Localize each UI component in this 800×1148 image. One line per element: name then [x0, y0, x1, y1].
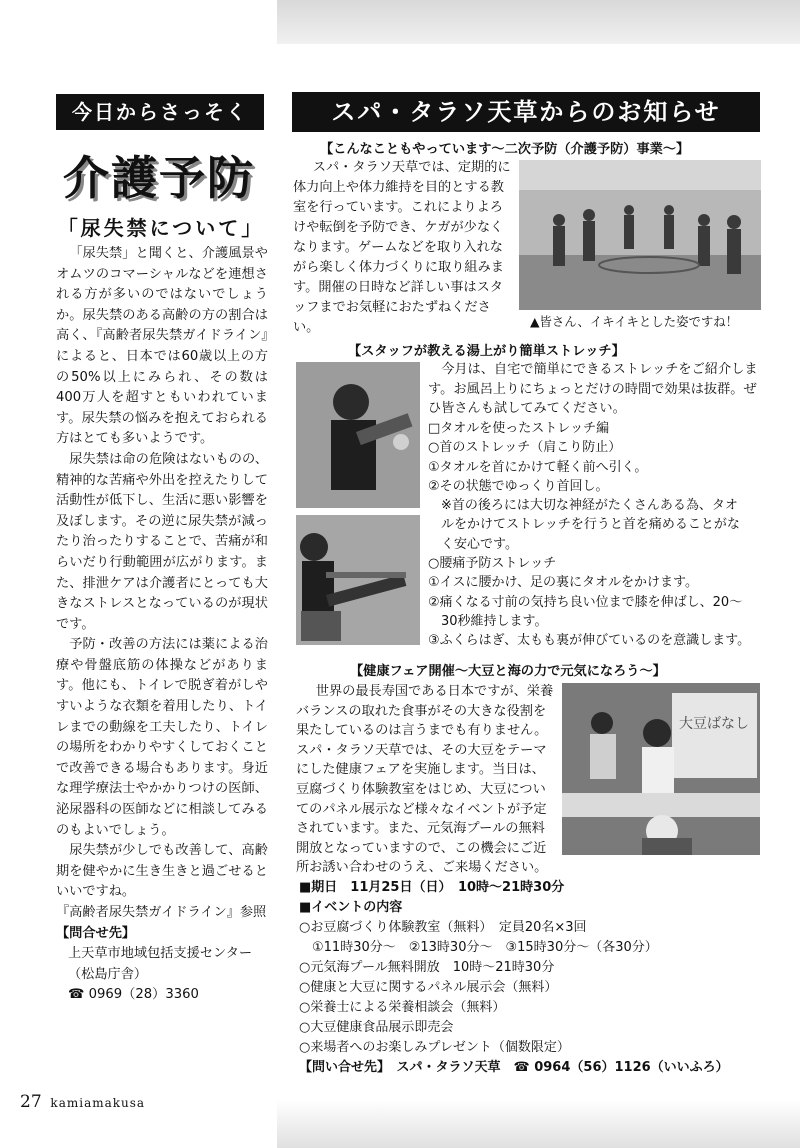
paragraph: 尿失禁が少しでも改善して、高齢期を健やかに生き生きと過ごせるといいですね。 [56, 843, 268, 900]
section-body: スパ・タラソ天草では、定期的に体力向上や体力維持を目的とする教室を行っています。これによりよろけや転倒を予防でき、ケガが少なくなります。ゲームなどを取り入れながら楽しく体力づくりに取り組みます。開催の日時など詳しい事はスタッフまでお気軽におたずねください。 [293, 160, 511, 335]
list-item: □タオルを使ったストレッチ編 [428, 421, 610, 436]
article-body [56, 244, 268, 1006]
section-body: 世界の最長寿国である日本ですが、栄養バランスの取れた食事がその大きな役割を果たしているのは言うまでも有りません。スパ・タラソ天草では、その大豆をテーマにした健康フェアを実施します。当日は、豆腐づくり体験教室をはじめ、大豆についてのパネル展示など様々なイベントが予定されています。また、元気海プールの無料開放となっていますので、この機会にご近所お誘い合わせのうえ、ご来場ください。 [296, 684, 554, 876]
stretch-intro: 今月は、自宅で簡単にできるストレッチをご紹介します。お風呂上りにちょっとだけの時間で効果は抜群。ぜひ皆さんも試してみてください。 [428, 362, 758, 417]
event-details [299, 878, 729, 1078]
stretch-photo-neck [296, 362, 420, 508]
list-item: ②痛くなる寸前の気持ち良い位まで膝を伸ばし、20～ [428, 594, 743, 610]
page-title: 介護予防 [63, 151, 255, 205]
photo-caption: ▲皆さん、イキイキとした姿ですね！ [530, 314, 739, 329]
list-item: ○首のストレッチ（肩こり防止） [428, 440, 622, 456]
stretch-instructions [428, 419, 750, 651]
section-title: 【スタッフが教える湯上がり簡単ストレッチ】 [348, 344, 625, 359]
reference: 『高齢者尿失禁ガイドライン』参照 [56, 905, 267, 920]
page-footer [20, 1092, 145, 1112]
section-title: 【健康フェア開催～大豆と海の力で元気になろう～】 [350, 664, 666, 679]
contact-label: 【問合せ先】 [56, 925, 136, 941]
section-title: 【こんなこともやっています～二次予防（介護予防）事業～】 [320, 142, 690, 157]
contact-phone: ☎ 0969（28）3360 [68, 987, 199, 1003]
right-section-header: スパ・タラソ天草からのお知らせ [292, 92, 760, 132]
list-item: ○元気海プール無料開放 10時～21時30分 [299, 960, 555, 975]
exercise-class-photo [519, 160, 761, 310]
list-item: く安心です。 [428, 536, 518, 552]
list-item: ルをかけてストレッチを行うと首を痛めることがな [428, 517, 740, 533]
event-date: ■期日 11月25日（日） 10時～21時30分 [299, 880, 565, 895]
banner-text: 大豆ばなし [679, 716, 749, 732]
list-item: ○腰痛予防ストレッチ [428, 556, 557, 572]
list-item: ○大豆健康食品展示即売会 [299, 1020, 454, 1035]
list-item: ①11時30分～ ②13時30分～ ③15時30分～（各30分） [299, 940, 658, 955]
health-fair-photo [562, 683, 760, 855]
stretch-photo-leg [296, 515, 420, 645]
list-item: ①タオルを首にかけて軽く前へ引く。 [428, 459, 648, 475]
contact-line: （松島庁舎） [68, 966, 148, 982]
list-item: ③ふくらはぎ、太もも裏が伸びているのを意識します。 [428, 633, 751, 649]
list-item: ※首の後ろには大切な神経がたくさんある為、タオ [428, 498, 738, 514]
list-item: ①イスに腰かけ、足の裏にタオルをかけます。 [428, 575, 698, 591]
contact-line: 上天草市地域包括支援センター [68, 946, 253, 962]
page-number: 27 [20, 1092, 42, 1112]
list-item: ○お豆腐づくり体験教室（無料） 定員20名×3回 [299, 920, 587, 935]
paragraph: 予防・改善の方法には薬による治療や骨盤底筋の体操などがあります。他にも、トイレで脱ぎ着がしやすいような衣類を着用したり、トイレまでの動線を工夫したり、トイレの場所をわかりやすくしておくことで改善できる場合もあります。身近な理学療法士やかかりつけの医師、泌尿器科の医師などに相談してみるのもよいでしょう。 [56, 637, 268, 838]
event-contents-label: ■イベントの内容 [299, 900, 403, 915]
list-item: ○栄養士による栄養相談会（無料） [299, 1000, 506, 1015]
contact-line: 【問い合せ先】 スパ・タラソ天草 ☎ 0964（56）1126（いいふろ） [299, 1060, 729, 1075]
list-item: ○健康と大豆に関するパネル展示会（無料） [299, 980, 558, 995]
paragraph: 「尿失禁」と聞くと、介護風景やオムツのコマーシャルなどを連想される方が多いのではないでしょうか。尿失禁のある高齢の方の割合は高く、『高齢者尿失禁ガイドライン』によると、日本では60歳以上の方の50%以上にみられ、その数は400万人を超すともいわれています。尿失禁の悩みを抱えておられる方はとても多いようです。 [56, 246, 268, 447]
list-item: ○来場者へのお楽しみプレゼント（個数限定） [299, 1040, 570, 1055]
left-section-header: 今日からさっそく [56, 94, 264, 130]
site-name: kamiamakusa [50, 1096, 146, 1110]
paragraph: 尿失禁は命の危険はないものの、精神的な苦痛や外出を控えたりして活動性が低下し、生活に悪い影響を及ぼします。その逆に尿失禁が減ったり治ったりすることで、苦痛が和らいだり行動範囲が広がります。また、排泄ケアは介護者にとっても大きなストレスとなっているのが現状です。 [56, 451, 268, 632]
list-item: 30秒維持します。 [428, 613, 548, 629]
article-subtitle: 「尿失禁について」 [57, 216, 265, 240]
list-item: ②その状態でゆっくり首回し。 [428, 478, 609, 494]
